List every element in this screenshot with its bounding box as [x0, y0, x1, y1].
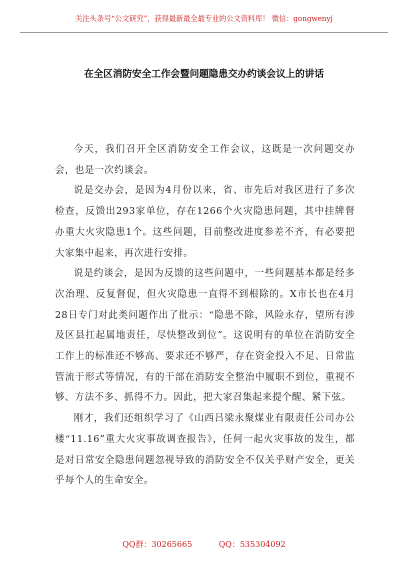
- body-paragraph: 刚才，我们还组织学习了《山西吕梁永聚煤业有限责任公司办公楼“11.16”重大火灾事故调查报告》，任何一起火灾事故的发生，都是对日常安全隐患问题忽视导致的消防安全不仅关乎财产安全，更关乎每个人的生命安全。: [55, 413, 355, 487]
- footer-qq: QQ：535304092: [218, 540, 286, 549]
- header-text: 关注头条号“公文研究”，获得最新最全最专业的公文资料库！ 微信：gongwenyj: [75, 14, 333, 23]
- body-paragraph: 说是交办会，是因为4月份以来，省、市先后对我区进行了多次检查，反馈出293家单位，存在1266个火灾隐患问题，其中挂牌督办重大火灾隐患1个。这些问题，目前整改进度参差不齐，有必要把大家集中起来，再次进行安排。: [55, 185, 355, 259]
- body-paragraph: 今天，我们召开全区消防安全工作会议，这既是一次问题交办会，也是一次约谈会。: [55, 144, 355, 176]
- footer-qq-group: QQ群：30265665: [122, 540, 193, 549]
- page-header: [20, 10, 388, 33]
- page-footer: [0, 539, 408, 550]
- body-paragraph: 说是约谈会，是因为反馈的这些问题中，一些问题基本都是经多次治理、反复督促，但火灾隐患一直得不到根除的。X市长也在4月28日专门对此类问题作出了批示：“隐患不除，风险永存，望所有涉及区县扛起属地责任，尽快整改到位”。这说明有的单位在消防安全工作上的标准还不够高、要求还不够严，存在资金投入不足、日常监管流于形式等情况，有的干部在消防安全整治中履职不到位，重视不够、方法不多、抓得不力。因此，把大家召集起来提个醒、紧下弦。: [55, 268, 355, 404]
- document-body: [55, 140, 355, 492]
- document-title: 在全区消防安全工作会暨问题隐患交办约谈会议上的讲话: [84, 69, 324, 80]
